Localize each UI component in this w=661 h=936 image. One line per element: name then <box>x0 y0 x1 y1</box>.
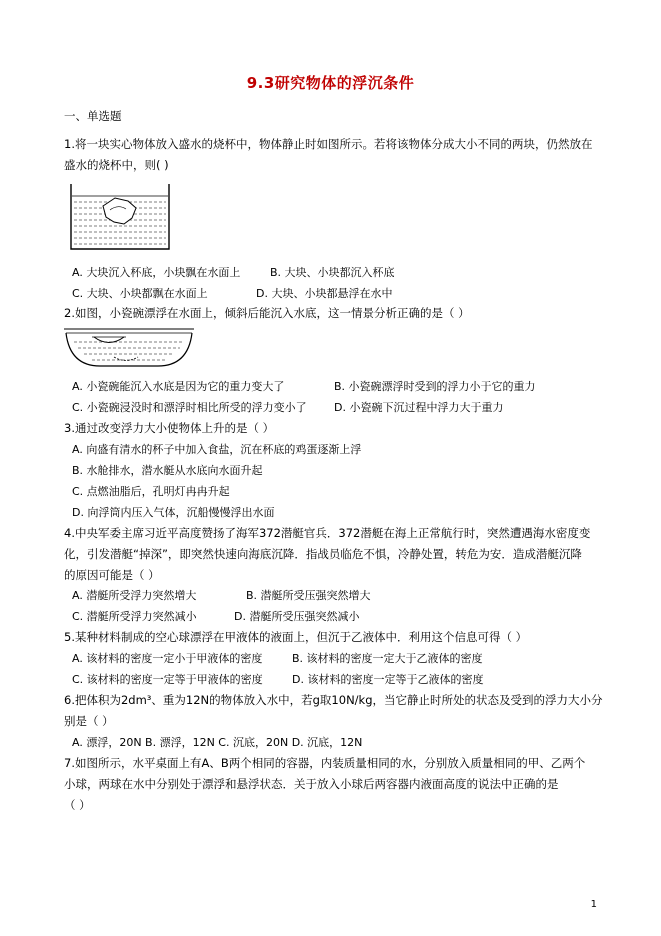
q6-options: A. 漂浮，20N B. 漂浮，12N C. 沉底，20N D. 沉底，12N <box>72 736 363 749</box>
q2-option-a: A. 小瓷碗能沉入水底是因为它的重力变大了 <box>72 380 285 393</box>
q2-option-d: D. 小瓷碗下沉过程中浮力大于重力 <box>334 401 504 414</box>
q7-text-line3: （ ） <box>64 798 91 812</box>
q4-option-b: B. 潜艇所受压强突然增大 <box>246 589 371 602</box>
q3-text-line1: 3.通过改变浮力大小使物体上升的是（ ） <box>64 421 275 435</box>
q2-text-line1: 2.如图，小瓷碗漂浮在水面上，倾斜后能沉入水底，这一情景分析正确的是（ ） <box>64 306 470 320</box>
q1-text-line1: 1.将一块实心物体放入盛水的烧杯中，物体静止时如图所示。若将该物体分成大小不同的两块，仍然放在 <box>64 137 593 151</box>
q1-option-d: D. 大块、小块都悬浮在水中 <box>256 287 393 300</box>
q4-option-a: A. 潜艇所受浮力突然增大 <box>72 589 197 602</box>
q4-option-d: D. 潜艇所受压强突然减小 <box>234 610 360 623</box>
q5-option-d: D. 该材料的密度一定等于乙液体的密度 <box>292 673 484 686</box>
q4-option-c: C. 潜艇所受浮力突然减小 <box>72 610 197 623</box>
q1-beaker-figure <box>70 184 170 250</box>
q7-text-line2: 小球，两球在水中分别处于漂浮和悬浮状态．关于放入小球后两容器内液面高度的说法中正确的是 <box>64 777 559 791</box>
q3-option-a: A. 向盛有清水的杯子中加入食盐，沉在杯底的鸡蛋逐渐上浮 <box>72 443 362 456</box>
q5-option-a: A. 该材料的密度一定小于甲液体的密度 <box>72 652 263 665</box>
q4-text-line3: 的原因可能是（ ） <box>64 568 160 582</box>
q4-text-line1: 4.中央军委主席习近平高度赞扬了海军372潜艇官兵．372潜艇在海上正常航行时，突然遭遇海水密度变 <box>64 526 591 540</box>
q1-option-a: A. 大块沉入杯底，小块飘在水面上 <box>72 266 241 279</box>
q6-text-line2: 别是（ ） <box>64 714 114 728</box>
q2-option-b: B. 小瓷碗漂浮时受到的浮力小于它的重力 <box>334 380 536 393</box>
q2-option-c: C. 小瓷碗浸没时和漂浮时相比所受的浮力变小了 <box>72 401 307 414</box>
q3-option-d: D. 向浮筒内压入气体，沉船慢慢浮出水面 <box>72 506 275 519</box>
q1-option-b: B. 大块、小块都沉入杯底 <box>270 266 395 279</box>
q5-option-c: C. 该材料的密度一定等于甲液体的密度 <box>72 673 263 686</box>
q2-bowl-basin-figure <box>64 326 194 368</box>
q1-text-line2: 盛水的烧杯中，则( ) <box>64 158 169 172</box>
section-heading: 一、单选题 <box>64 109 122 123</box>
q3-option-b: B. 水舱排水，潜水艇从水底向水面升起 <box>72 464 263 477</box>
q3-option-c: C. 点燃油脂后，孔明灯冉冉升起 <box>72 485 230 498</box>
q4-text-line2: 化，引发潜艇“掉深”，即突然快速向海底沉降．指战员临危不惧，冷静处置，转危为安．造成潜艇沉降 <box>64 547 582 561</box>
q7-text-line1: 7.如图所示，水平桌面上有A、B两个相同的容器，内装质量相同的水，分别放入质量相同的甲、乙两个 <box>64 756 586 770</box>
page-number: 1 <box>590 899 597 910</box>
q5-option-b: B. 该材料的密度一定大于乙液体的密度 <box>292 652 483 665</box>
q6-text-line1: 6.把体积为2dm³、重为12N的物体放入水中，若g取10N/kg，当它静止时所处的状态及受到的浮力大小分 <box>64 693 603 707</box>
q1-option-c: C. 大块、小块都飘在水面上 <box>72 287 208 300</box>
q5-text-line1: 5.某种材料制成的空心球漂浮在甲液体的液面上，但沉于乙液体中．利用这个信息可得（ ） <box>64 630 528 644</box>
page-title: 9.3研究物体的浮沉条件 <box>246 74 415 92</box>
